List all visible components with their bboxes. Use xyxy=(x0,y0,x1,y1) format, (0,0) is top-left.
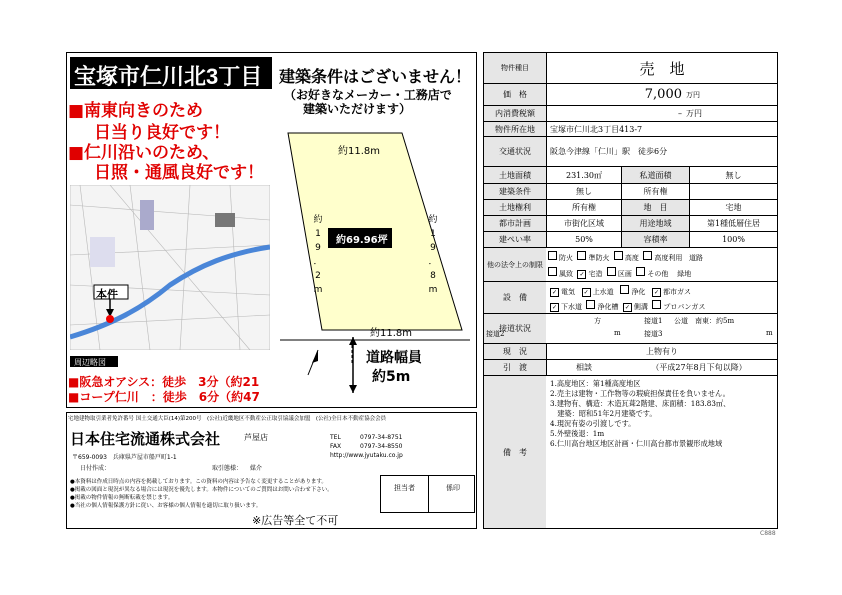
row-traffic: 交通状況 阪急今津線「仁川」駅 徒歩6分 xyxy=(484,136,777,166)
map-caption: 周辺略図 xyxy=(74,358,106,367)
property-marker xyxy=(106,315,114,323)
promo-line2: 日当り良好です！ xyxy=(94,123,230,143)
row-land-right: 土地権利 所有権 地 目 宅地 xyxy=(484,199,777,215)
footer-code: C888 xyxy=(760,530,776,537)
row-land-area: 土地面積 231.30㎡ 私道面積 無し xyxy=(484,166,777,183)
condition-line1: 建築条件はございません！ xyxy=(279,67,472,86)
plan-right-dim: 約 1 9 ． 8 m xyxy=(428,215,438,295)
access-line2: ■コープ仁川 ：徒歩 6分（約47 xyxy=(68,390,260,404)
fax-label: FAX xyxy=(330,443,342,450)
row-coverage: 建ぺい率 50% 容積率 100% xyxy=(484,231,777,247)
row-remarks: 備 考 1.高度地区：第1種高度地区 2.売主は建物・工作物等の瑕疵担保責任を負いません。 3.建物有、構造：木造瓦葺2階建、床面積：183.83㎡、 建築：昭和51年2月建築です。 4.現況有姿の引渡しです。 5.外壁後退：1m 6.仁川高台地区地区計画・仁川高台都市景観形成地域 xyxy=(484,375,777,528)
fax-number: 0797-34-8550 xyxy=(360,443,403,450)
row-location: 物件所在地 宝塚市仁川北3丁目413-7 xyxy=(484,121,777,136)
row-build-cond: 建築条件 無し 所有権 xyxy=(484,183,777,199)
page-title: 宝塚市仁川北3丁目 xyxy=(74,64,263,89)
no-ads-note: ※広告等全て不可 xyxy=(252,514,339,527)
condition-line2: （お好きなメーカー・工務店で xyxy=(284,88,452,102)
license-text: 宅地建物取引業者免許番号 国土交通大臣(14)第200号 (公社)近畿地区不動産公正取引協議会加盟 (公社)全日本不動産協会会員 xyxy=(68,416,387,422)
row-road: 接道状況 方 接道1 公道 南東：約5m 接道2 m 接道3 m xyxy=(484,313,777,343)
row-price: 価 格 7,000 万円 xyxy=(484,83,777,105)
plan-bottom-dim: 約11.8m xyxy=(370,328,413,339)
row-delivery: 引 渡 相談 （平成27年8月下旬以降） xyxy=(484,359,777,375)
stamp-divider xyxy=(428,475,429,513)
row-kind: 物件種目 売 地 xyxy=(484,53,777,83)
tel-label: TEL xyxy=(330,434,341,441)
access-line1: ■阪急オアシス：徒歩 3分（約21 xyxy=(68,375,260,389)
company-name: 日本住宅流通株式会社 xyxy=(70,430,221,448)
row-other-regs: 他の法令上の制限 防火 準防火 高度 高度利用 道路 風致 ✓ 宅造 区画 その他 緑地 xyxy=(484,247,777,281)
condition-line3: 建築いただけます） xyxy=(303,102,412,116)
plan-area: 約69.96坪 xyxy=(336,235,388,246)
road-width-label: 道路幅員 xyxy=(366,350,422,366)
deal-type: 媒介 xyxy=(250,465,263,472)
promo-line4: 日照・通風良好です！ xyxy=(94,163,264,183)
company-branch: 芦屋店 xyxy=(244,433,268,442)
stamp-label2: 係印 xyxy=(446,484,460,492)
tel-number: 0797-34-8751 xyxy=(360,434,403,441)
deal-type-label: 取引態様： xyxy=(212,465,243,472)
stamp-label1: 担当者 xyxy=(394,484,415,492)
promo-line3: ■仁川沿いのため、 xyxy=(68,143,220,163)
area-map xyxy=(70,185,270,350)
company-url: http://www.jyutaku.co.jp xyxy=(330,452,403,459)
row-tax: 内消費税額 – 万円 xyxy=(484,105,777,121)
date-label: 日付作成： xyxy=(80,465,111,472)
road-width-value: 約5m xyxy=(372,369,411,385)
row-current: 現 況 上物有り xyxy=(484,343,777,359)
map-property-label: 本件 xyxy=(96,288,118,301)
promo-line1: ■南東向きのため xyxy=(68,101,204,121)
company-notes: ●本資料は作成日時点の内容を掲載しております。この資料の内容は予告なく変更することがあります。 ●掲載の図面と現況が異なる場合には現況を優先します。本物件についてのご質問はお問い合わせ下さい。 ●掲載の物件情報の無断転載を禁じます。 ●当社の個人情報保護方針に従い、お客様の個人情報を適切に取り扱います。 xyxy=(70,479,333,509)
row-equipment: 設 備 ✓ 電気 ✓ 上水道 浄化 ✓ 都市ガス ✓ 下水道 浄化槽 ✓ 側溝 プロパンガス xyxy=(484,281,777,313)
plan-left-dim: 約 1 9 ． 2 m xyxy=(313,215,323,295)
row-city-plan: 都市計画 市街化区域 用途地域 第1種低層住居 xyxy=(484,215,777,231)
plan-top-dim: 約11.8m xyxy=(338,146,381,157)
company-address: 〒659-0093 兵庫県芦屋市船戸町1-1 xyxy=(72,454,177,461)
property-table xyxy=(483,52,778,529)
